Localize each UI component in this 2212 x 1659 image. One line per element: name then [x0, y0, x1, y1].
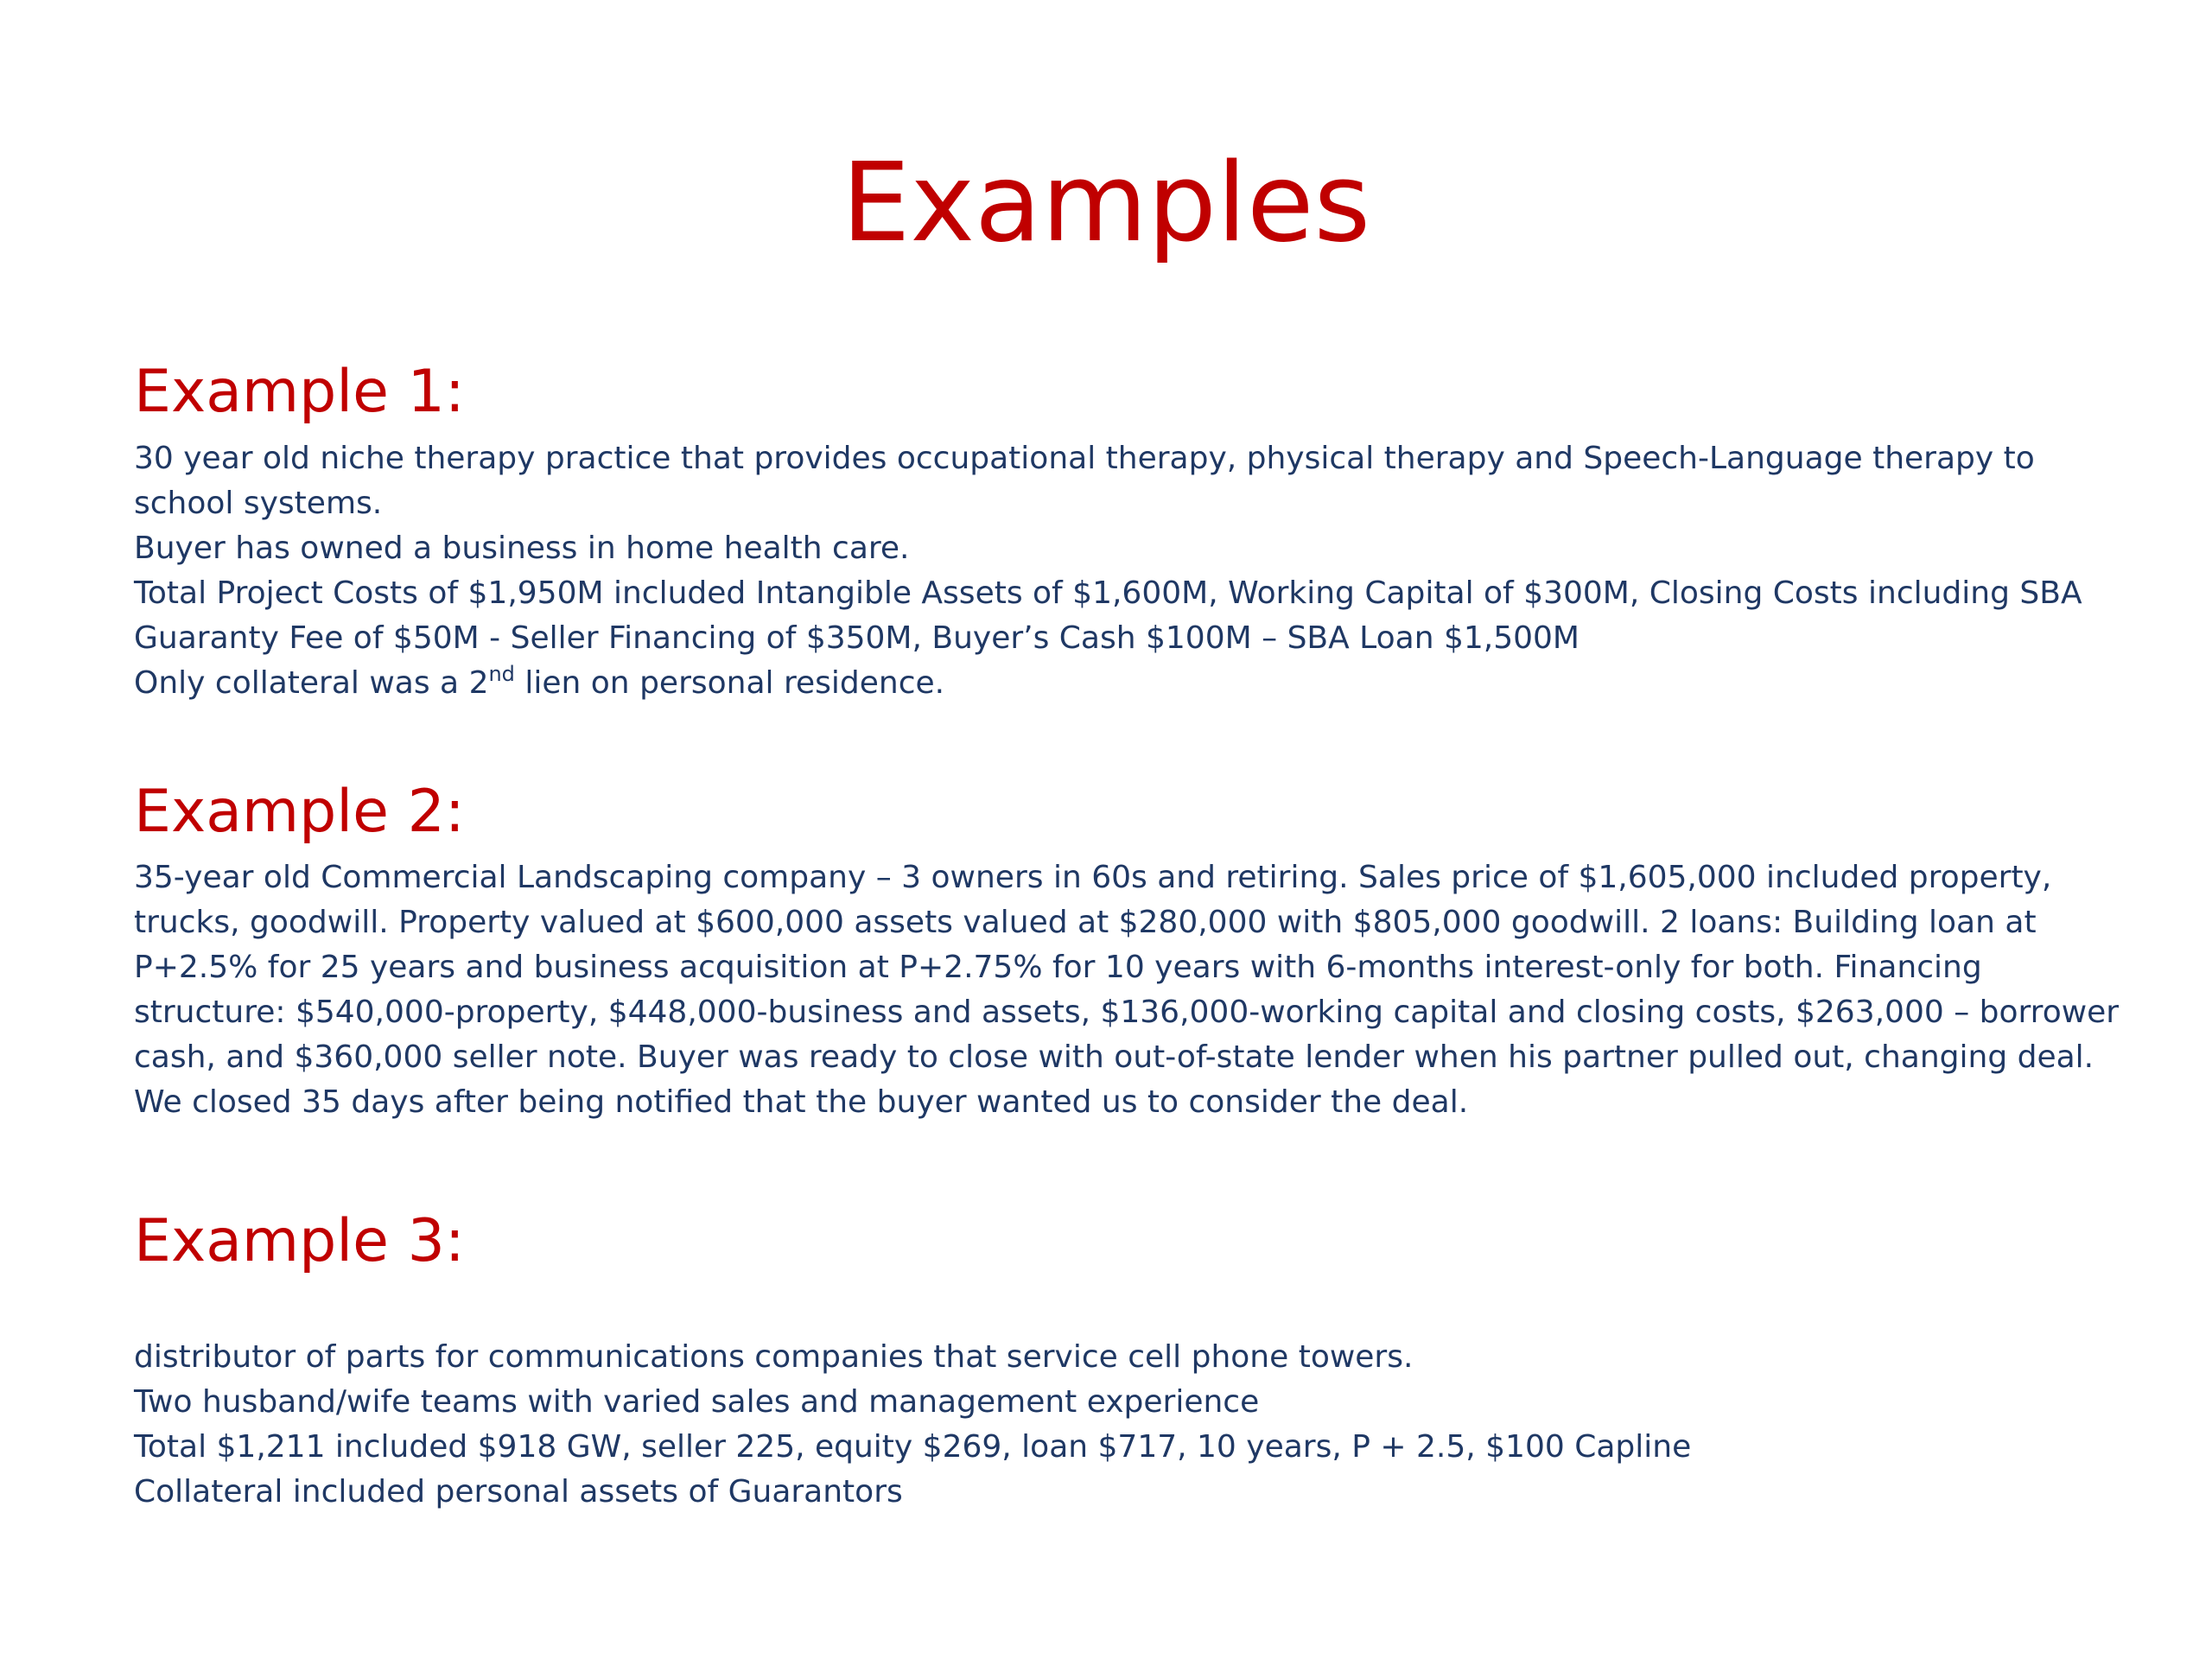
example-1-body — [134, 436, 2121, 706]
example-2-body — [134, 855, 2121, 1125]
collateral-text-before: Only collateral was a 2 — [134, 665, 489, 701]
example-3-body — [134, 1335, 2121, 1515]
example-3-line: Collateral included personal assets of Guarantors — [134, 1474, 903, 1510]
example-3-line: Total $1,211 included $918 GW, seller 225, equity $269, loan $717, 10 years, P + 2.5, $100 Capline — [134, 1429, 1692, 1465]
example-1-line: 30 year old niche therapy practice that provides occupational therapy, physical therapy and Speech-Language therapy to school systems. — [134, 441, 2035, 521]
example-2-heading: Example 2: — [134, 778, 465, 846]
example-3-line: distributor of parts for communications companies that service cell phone towers. — [134, 1339, 1414, 1375]
example-1-line: Buyer has owned a business in home health care. — [134, 531, 910, 566]
example-2-paragraph: 35-year old Commercial Landscaping company – 3 owners in 60s and retiring. Sales price of $1,605,000 included property, trucks, goodwill. Property valued at $600,000 assets valued at $280,000 with $805,000 goodwill. 2 loans: Building loan at P+2.5% for 25 years and business acquisition at P+2.75% for 10 years with 6-months interest-only for both. Financing structure: $540,000-property, $448,000-business and assets, $136,000-working capital and closing costs, $263,000 – borrower cash, and $360,000 seller note. Buyer was ready to close with out-of-state lender when his partner pulled out, changing deal. We closed 35 days after being notified that the buyer wanted us to consider the deal. — [134, 860, 2120, 1120]
example-1-line: Total Project Costs of $1,950M included Intangible Assets of $1,600M, Working Capital of $300M, Closing Costs including SBA Guaranty Fee of $50M - Seller Financing of $350M, Buyer’s Cash $100M – SBA Loan $1,500M — [134, 575, 2082, 656]
example-1-heading: Example 1: — [134, 358, 465, 426]
slide-title: Examples — [841, 139, 1371, 266]
example-3-line: Two husband/wife teams with varied sales and management experience — [134, 1384, 1260, 1420]
collateral-superscript: nd — [488, 662, 515, 686]
example-1-collateral-line — [134, 661, 2121, 706]
collateral-text-after: lien on personal residence. — [514, 665, 945, 701]
example-3-heading: Example 3: — [134, 1207, 465, 1275]
